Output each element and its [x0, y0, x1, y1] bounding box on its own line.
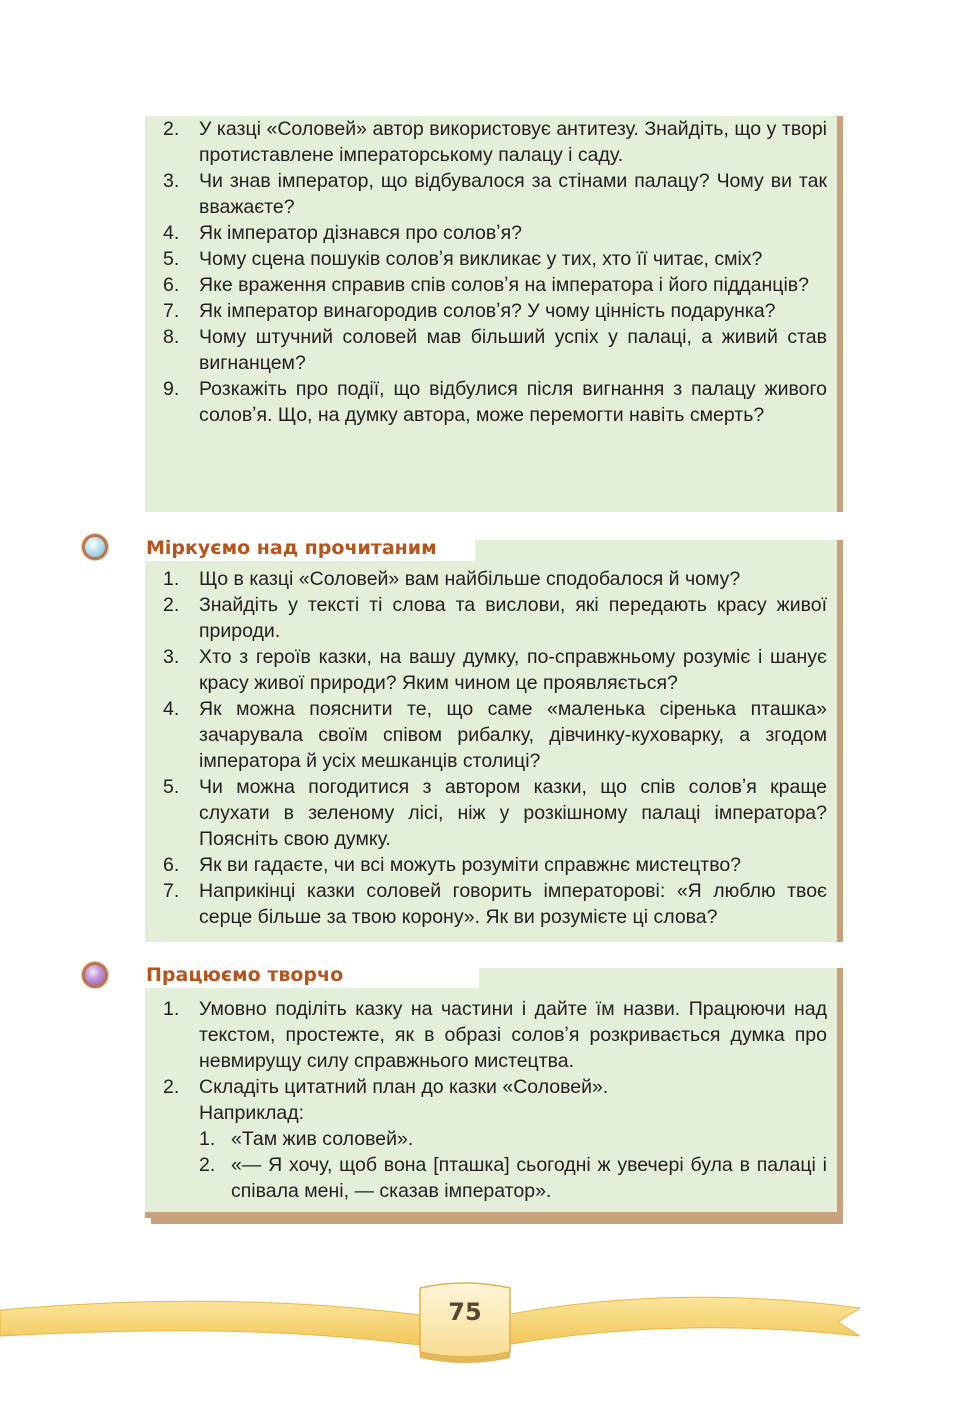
plan-item: 2. «— Я хочу, щоб вона [пташка] сьогодні ж увечері була в палаці і співала мені, — сказав імператор». — [199, 1154, 827, 1202]
section-heading: Міркуємо над прочитаним — [146, 537, 437, 559]
list-item: 3. Чи знав імператор, що відбувалося за стінами палацу? Чому ви так вважаєте? — [163, 170, 827, 218]
item-text: Складіть цитатний план до казки «Соловей». — [199, 1076, 609, 1098]
questions-list — [145, 116, 827, 428]
page-number: 75 — [448, 1298, 482, 1326]
item-text: Розкажіть про події, що відбулися після вигнання з палацу живого соловʼя. Що, на думку автора, може перемогти навіть смерть? — [199, 378, 827, 426]
list-item: 4. Як можна пояснити те, що саме «маленька сіренька пташка» зачарувала своїм співом рибалку, дівчинку-куховарку, а згодом імператора й усіх мешканців столиці? — [163, 698, 827, 772]
list-item: 2. Знайдіть у тексті ті слова та вислови, які передають красу живої природи. — [163, 594, 827, 642]
reflection-list — [145, 566, 827, 930]
list-item: 9. Розкажіть про події, що відбулися після вигнання з палацу живого соловʼя. Що, на думку автора, може перемогти навіть смерть? — [163, 378, 827, 426]
item-text: Чи знав імператор, що відбувалося за стінами палацу? Чому ви так вважаєте? — [199, 170, 827, 218]
plan-item: 1. «Там жив соловей». — [199, 1128, 414, 1150]
item-text: Умовно поділіть казку на частини і дайте їм назви. Працюючи над текстом, простежте, як в образі соловʼя розкривається думка про невмирущу силу справжнього мистецтва. — [199, 998, 827, 1072]
plan-text: «— Я хочу, щоб вона [пташка] сьогодні ж увечері була в палаці і співала мені, — сказав імператор». — [231, 1154, 827, 1202]
item-text: Як ви гадаєте, чи всі можуть розуміти справжнє мистецтво? — [199, 854, 742, 876]
blue-orb-icon — [82, 534, 108, 560]
item-text: Яке враження справив спів соловʼя на імператора і його підданців? — [199, 274, 809, 296]
item-text: Знайдіть у тексті ті слова та вислови, які передають красу живої природи. — [199, 594, 827, 642]
section-heading: Працюємо творчо — [146, 964, 344, 986]
purple-orb-icon — [82, 962, 108, 988]
example-label: Наприклад: — [199, 1102, 304, 1124]
item-text: Як імператор винагородив соловʼя? У чому цінність подарунка? — [199, 300, 776, 322]
list-item: 4. Як імператор дізнався про соловʼя? — [163, 222, 522, 244]
item-text: Як імператор дізнався про соловʼя? — [199, 222, 522, 244]
plan-text: «Там жив соловей». — [231, 1128, 414, 1150]
list-item: 2. У казці «Соловей» автор використовує антитезу. Знайдіть, що у творі протиставлене імператорському палацу і саду. — [163, 118, 827, 166]
item-text: Чому штучний соловей мав більший успіх у палаці, а живий став вигнанцем? — [199, 326, 827, 374]
list-item: 6. Як ви гадаєте, чи всі можуть розуміти справжнє мистецтво? — [163, 854, 742, 876]
list-item: 8. Чому штучний соловей мав більший успіх у палаці, а живий став вигнанцем? — [163, 326, 827, 374]
item-text: У казці «Соловей» автор використовує антитезу. Знайдіть, що у творі протиставлене імператорському палацу і саду. — [199, 118, 827, 166]
list-item: 7. Наприкінці казки соловей говорить імператорові: «Я люблю твоє серце більше за твою корону». Як ви розумієте ці слова? — [163, 880, 827, 928]
section-heading-wrapper — [145, 535, 475, 561]
creative-box — [145, 968, 843, 1218]
item-text: Як можна пояснити те, що саме «маленька сіренька пташка» зачарувала своїм співом рибалку, дівчинку-куховарку, а згодом імператора й усіх мешканців столиці? — [199, 698, 827, 772]
list-item: 2. Складіть цитатний план до казки «Соловей». — [163, 1076, 609, 1098]
list-item: 1. Умовно поділіть казку на частини і дайте їм назви. Працюючи над текстом, простежте, як в образі соловʼя розкривається думка про невмирущу силу справжнього мистецтва. — [163, 998, 827, 1072]
section-heading-wrapper — [145, 962, 479, 988]
list-item: 3. Хто з героїв казки, на вашу думку, по-справжньому розуміє і шанує красу живої природи? Яким чином це проявляється? — [163, 646, 827, 694]
list-item: 7. Як імператор винагородив соловʼя? У чому цінність подарунка? — [163, 300, 776, 322]
list-item: 6. Яке враження справив спів соловʼя на імператора і його підданців? — [163, 274, 809, 296]
reflection-box — [145, 540, 843, 942]
item-text: Чому сцена пошуків соловʼя викликає у тих, хто її читає, сміх? — [199, 248, 763, 270]
item-text: Чи можна погодитися з автором казки, що спів соловʼя краще слухати в зеленому лісі, ніж у розкішному палаці імператора? Поясніть свою думку. — [199, 776, 827, 850]
list-item: 5. Чи можна погодитися з автором казки, що спів соловʼя краще слухати в зеленому лісі, ніж у розкішному палаці імператора? Поясніть свою думку. — [163, 776, 827, 850]
creative-list — [145, 996, 827, 1204]
item-text: Хто з героїв казки, на вашу думку, по-справжньому розуміє і шанує красу живої природи? Яким чином це проявляється? — [199, 646, 827, 694]
list-item: 1. Що в казці «Соловей» вам найбільше сподобалося й чому? — [163, 568, 741, 590]
item-text: Наприкінці казки соловей говорить імператорові: «Я люблю твоє серце більше за твою корону». Як ви розумієте ці слова? — [199, 880, 827, 928]
item-text: Що в казці «Соловей» вам найбільше сподобалося й чому? — [199, 568, 741, 590]
questions-box — [145, 116, 843, 512]
list-item: 5. Чому сцена пошуків соловʼя викликає у тих, хто її читає, сміх? — [163, 248, 763, 270]
